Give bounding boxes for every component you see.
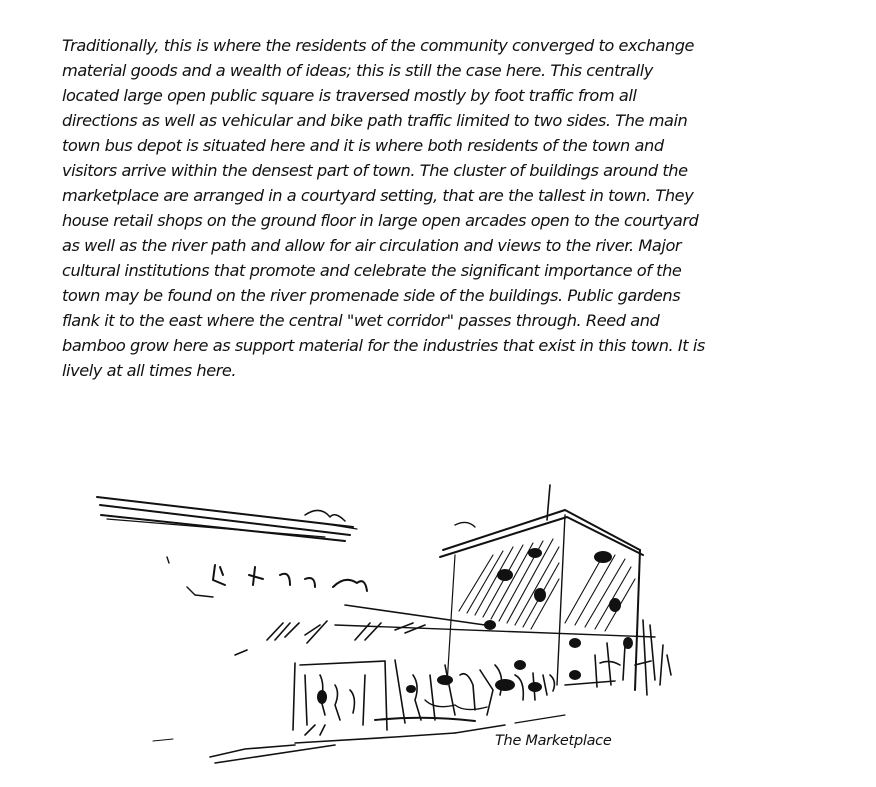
market-figures <box>167 557 367 597</box>
paragraph-line: town bus depot is situated here and it is where both residents of the town and <box>62 136 664 155</box>
sketch-caption: The Marketplace <box>495 733 612 749</box>
paragraph-line: Traditionally, this is where the residents of the community converged to exchange <box>62 36 695 55</box>
paragraph-line: town may be found on the river promenade side of the buildings. Public gardens <box>62 286 681 305</box>
sky-strokes <box>97 497 357 541</box>
bamboo-strokes <box>565 620 671 695</box>
arcade-crowd <box>293 660 554 735</box>
paragraph-line: bamboo grow here as support material for the industries that exist in this town. It is <box>62 336 705 355</box>
ground-strokes <box>235 621 425 655</box>
paragraph-line: house retail shops on the ground floor in large open arcades open to the courtyard <box>62 211 699 230</box>
paragraph-line: material goods and a wealth of ideas; this is still the case here. This centrally <box>62 61 653 80</box>
paragraph-line: cultural institutions that promote and celebrate the significant importance of the <box>62 261 682 280</box>
paragraph-line: lively at all times here. <box>62 361 237 380</box>
body-paragraph <box>62 33 807 383</box>
paragraph-line: as well as the river path and allow for air circulation and views to the river. Major <box>62 236 682 255</box>
paragraph-line: located large open public square is traversed mostly by foot traffic from all <box>62 86 637 105</box>
paragraph-line: directions as well as vehicular and bike path traffic limited to two sides. The main <box>62 111 688 130</box>
paragraph-line: marketplace are arranged in a courtyard setting, that are the tallest in town. They <box>62 186 694 205</box>
paragraph-line: visitors arrive within the densest part of town. The cluster of buildings around the <box>62 161 688 180</box>
marketplace-sketch <box>95 475 675 770</box>
paragraph-line: flank it to the east where the central "wet corridor" passes through. Reed and <box>62 311 660 330</box>
